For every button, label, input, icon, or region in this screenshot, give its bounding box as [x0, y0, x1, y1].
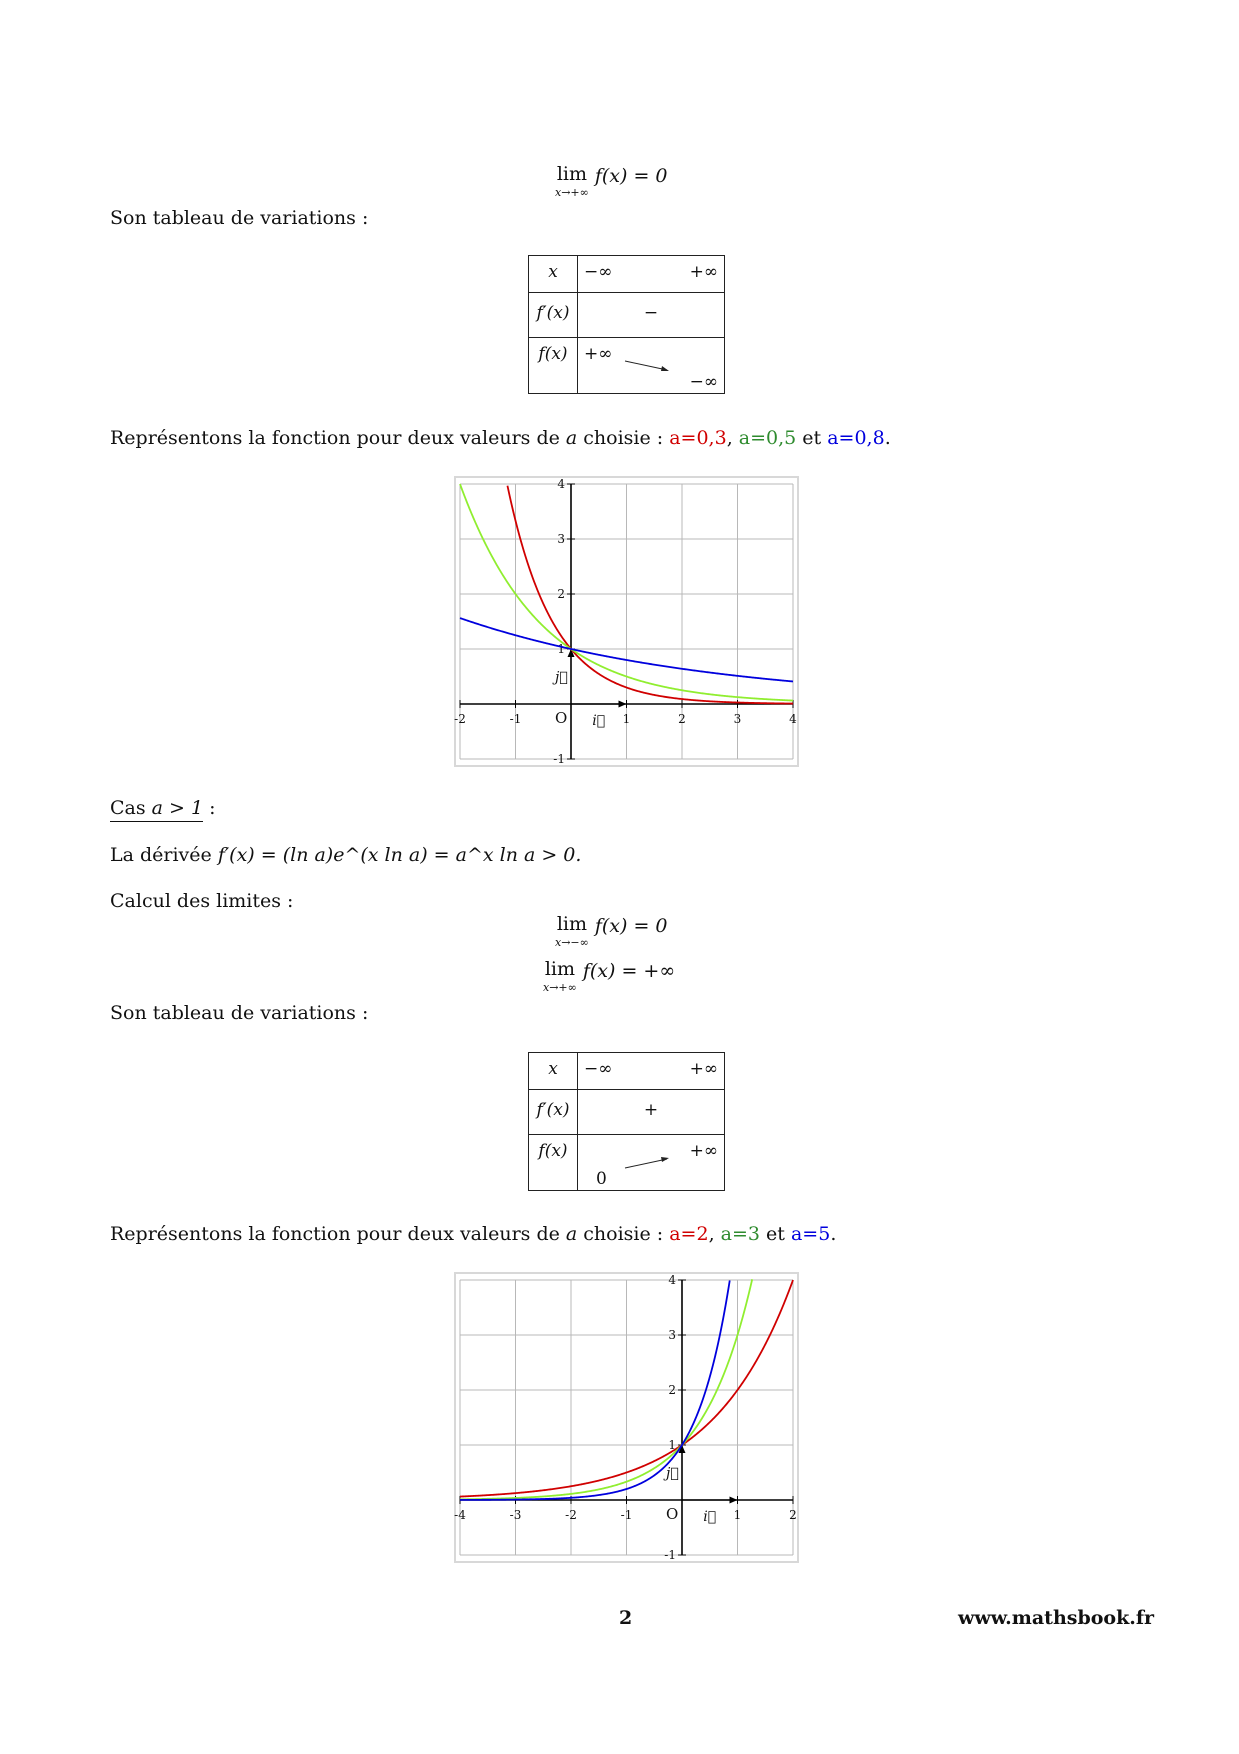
value-a-0-5: a=0,5 [738, 427, 797, 449]
chart1-i-label: i⃗ [592, 713, 606, 729]
chart1-x-tick-label: 3 [733, 712, 742, 726]
chart2-x-tick-label: -1 [620, 1508, 633, 1522]
case-title: Cas a > 1 : [110, 797, 216, 819]
chart-increasing [454, 1272, 799, 1563]
chart1-y-tick-label: 1 [557, 642, 565, 656]
table1-f-end: −∞ [689, 372, 718, 392]
table1-decreasing-arrow [623, 358, 673, 374]
table2-increasing-arrow [623, 1155, 673, 1171]
table2-f-label: f(x) [538, 1141, 568, 1161]
limit-minus: lim x→−∞ f(x) = 0 [555, 913, 668, 949]
table2-x-label: x [548, 1059, 558, 1079]
table2-sign: + [643, 1100, 659, 1120]
page-number: 2 [619, 1607, 633, 1629]
chart1-y-tick-label: 4 [557, 477, 565, 491]
chart2-j-label: j⃗ [666, 1465, 679, 1482]
table2-f-end: +∞ [689, 1141, 718, 1161]
represent-line-2: Représentons la fonction pour deux valeurs de a choisie : a=2, a=3 et a=5. [110, 1223, 837, 1245]
value-a-3: a=3 [720, 1223, 760, 1245]
chart1-y-tick-label: 2 [557, 587, 565, 601]
variation-heading-2: Son tableau de variations : [110, 1002, 369, 1024]
represent-line-1: Représentons la fonction pour deux valeurs de a choisie : a=0,3, a=0,5 et a=0,8. [110, 427, 891, 449]
limit-rhs: f(x) = 0 [594, 165, 668, 187]
table1-fprime-label: f′(x) [536, 303, 570, 323]
chart2-x-tick-label: -3 [509, 1508, 522, 1522]
chart-decreasing [454, 476, 799, 767]
chart1-x-tick-label: 1 [622, 712, 631, 726]
chart1-x-tick-label: -2 [454, 712, 466, 726]
chart1-x-tick-label: 2 [678, 712, 686, 726]
chart1-i-arrowhead [619, 701, 627, 708]
table1-x-label: x [548, 262, 558, 282]
chart2-x-tick-label: 2 [789, 1508, 797, 1522]
table1-minus-inf: −∞ [584, 262, 613, 282]
chart-decreasing-svg [456, 478, 797, 765]
table2-plus-inf: +∞ [689, 1059, 718, 1079]
chart2-y-tick-label: 3 [668, 1328, 676, 1342]
table2-fprime-label: f′(x) [536, 1100, 570, 1120]
chart2-x-tick-label: 1 [733, 1508, 742, 1522]
table1-f-label: f(x) [538, 344, 568, 364]
chart2-y-tick-label: -1 [664, 1548, 676, 1562]
derivative-formula: f′(x) = (ln a)e^(x ln a) = a^x ln a > 0. [217, 844, 582, 866]
site-url: www.mathsbook.fr [958, 1607, 1155, 1629]
chart1-y-tick-label: -1 [553, 752, 565, 766]
chart2-i-arrowhead [730, 1497, 738, 1504]
chart1-x-tick-label: -1 [509, 712, 522, 726]
derivative-line: La dérivée f′(x) = (ln a)e^(x ln a) = a^x ln a > 0. [110, 844, 582, 866]
chart1-origin-label: O [555, 709, 568, 727]
chart-increasing-svg [456, 1274, 797, 1561]
table1-f-start: +∞ [584, 344, 613, 364]
variation-table-1 [528, 255, 725, 394]
chart2-origin-label: O [666, 1505, 679, 1523]
chart2-y-tick-label: 1 [668, 1438, 676, 1452]
table2-f-start: 0 [596, 1169, 607, 1189]
value-a-2: a=2 [669, 1223, 709, 1245]
table2-minus-inf: −∞ [584, 1059, 613, 1079]
variation-heading-1: Son tableau de variations : [110, 207, 369, 229]
table1-sign: − [643, 303, 659, 323]
chart1-series-a-0-3 [507, 486, 793, 704]
value-a-0-3: a=0,3 [669, 427, 727, 449]
value-a-5: a=5 [790, 1223, 831, 1245]
chart2-x-tick-label: -2 [565, 1508, 577, 1522]
chart1-y-tick-label: 3 [557, 532, 565, 546]
chart2-series-a-3 [460, 1279, 752, 1499]
limit-operator: lim x→+∞ [555, 163, 589, 199]
limits-heading: Calcul des limites : [110, 890, 294, 912]
value-a-0-8: a=0,8 [827, 427, 885, 449]
chart2-y-tick-label: 2 [668, 1383, 676, 1397]
limit-top [555, 165, 668, 198]
limit-plus: lim x→+∞ f(x) = +∞ [543, 958, 676, 994]
variation-table-2 [528, 1052, 725, 1191]
chart1-x-tick-label: 4 [789, 712, 797, 726]
chart1-j-label: j⃗ [555, 669, 568, 686]
chart2-y-tick-label: 4 [668, 1273, 676, 1287]
chart2-i-label: i⃗ [703, 1509, 717, 1525]
chart2-x-tick-label: -4 [454, 1508, 466, 1522]
table1-plus-inf: +∞ [689, 262, 718, 282]
